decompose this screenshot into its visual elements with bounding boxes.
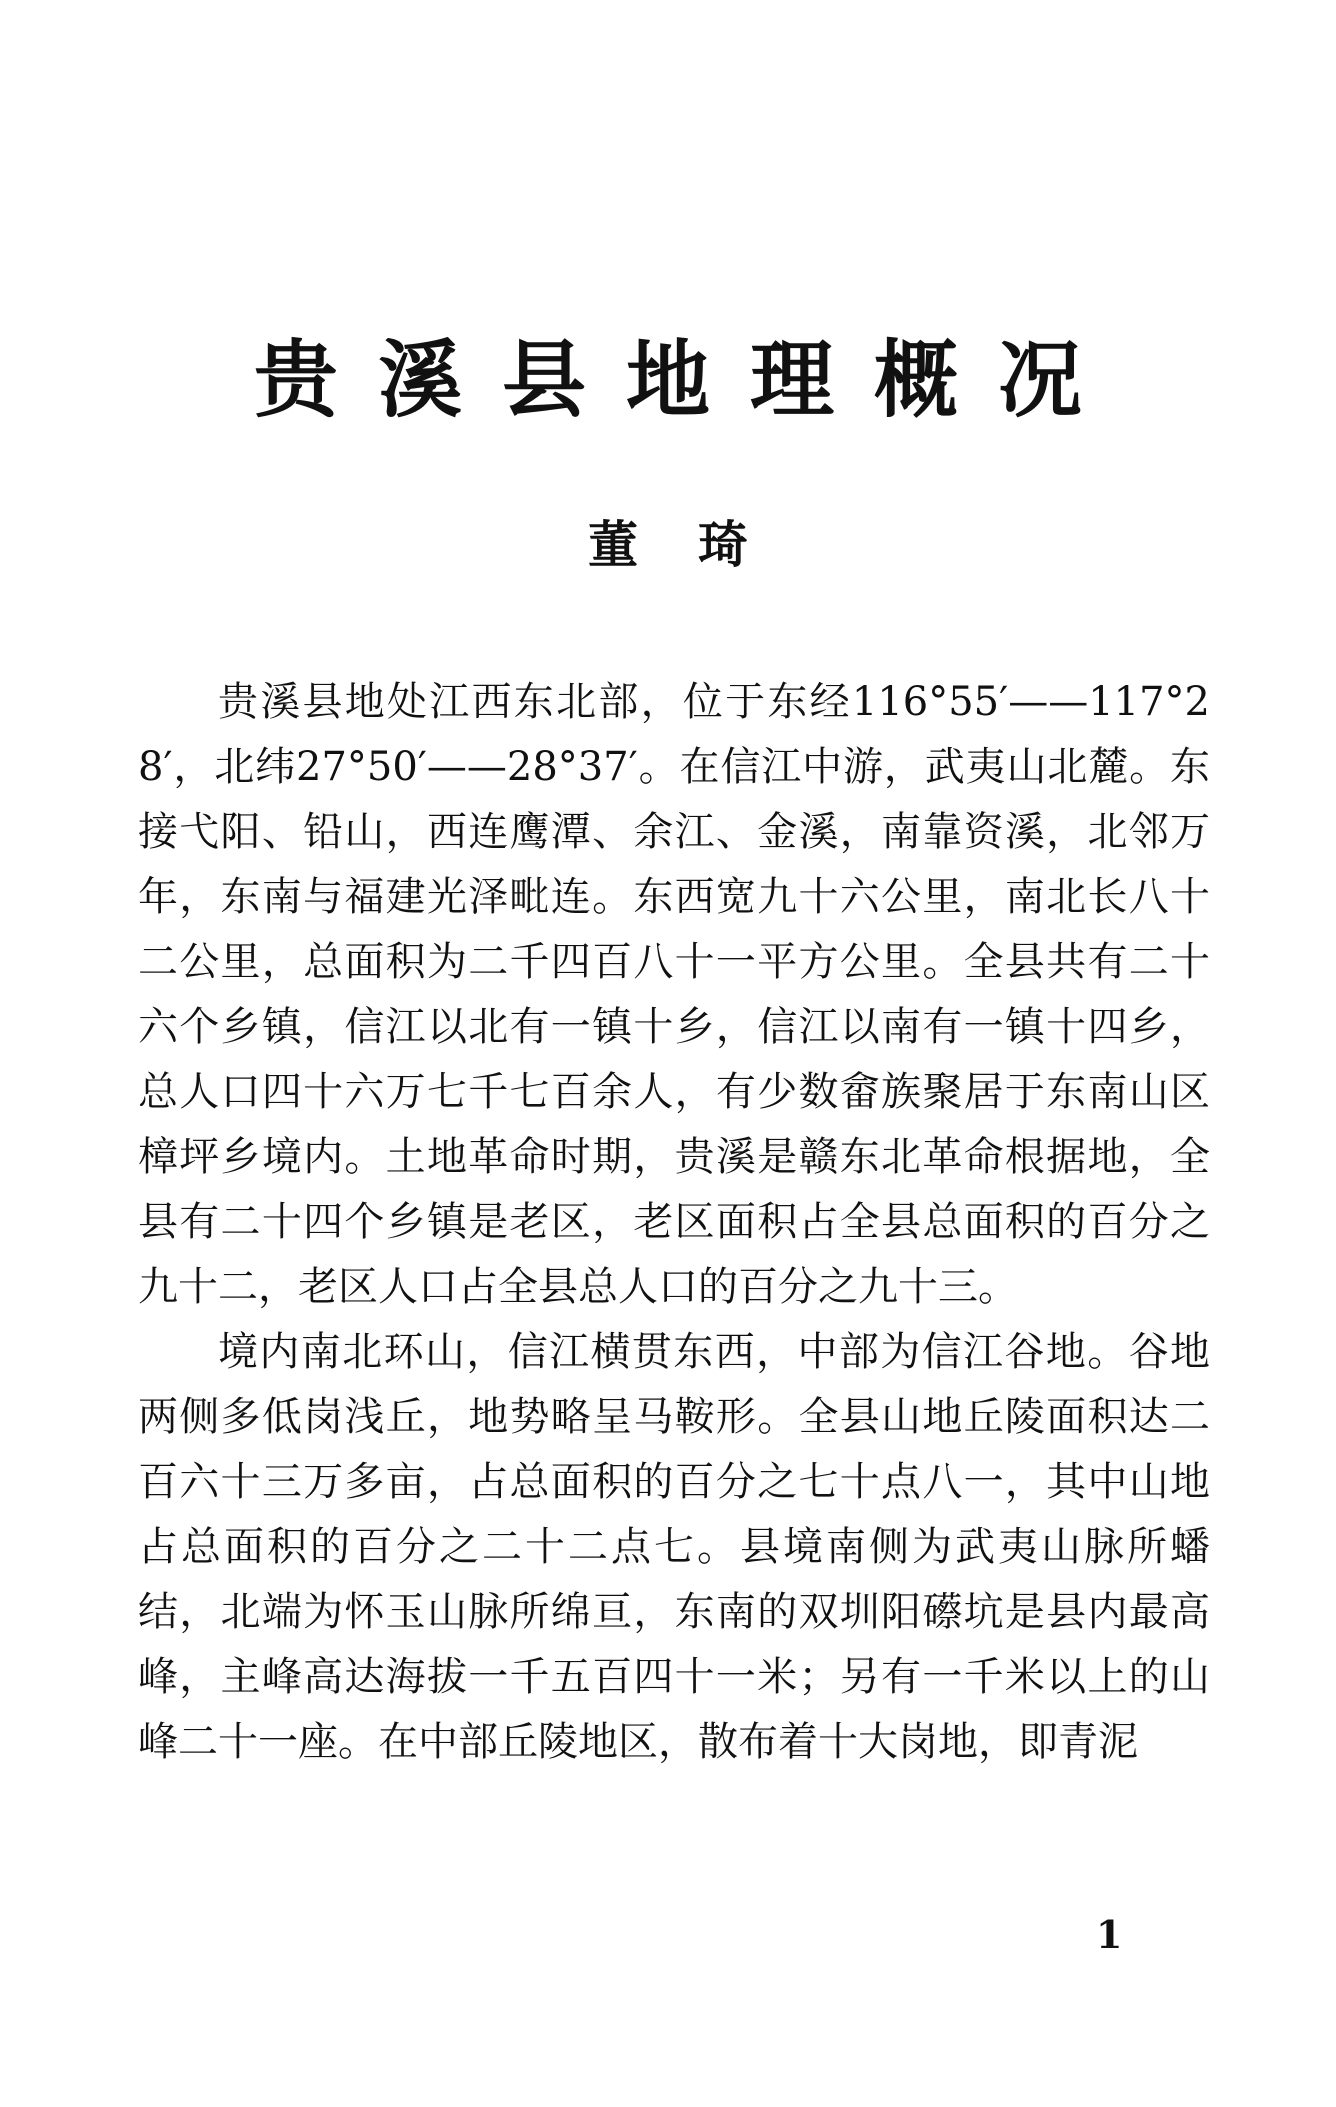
paragraph-1: 贵溪县地处江西东北部，位于东经116°55′——117°28′，北纬27°50′——28°37′。在信江中游，武夷山北麓。东接弋阳、铅山，西连鹰潭、余江、金溪，南靠资溪，北邻万年，东南与福建光泽毗连。东西宽九十六公里，南北长八十二公里，总面积为二千四百八十一平方公里。全县共有二十六个乡镇，信江以北有一镇十乡，信江以南有一镇十四乡，总人口四十六万七千七百余人，有少数畲族聚居于东南山区樟坪乡境内。土地革命时期，贵溪是赣东北革命根据地，全县有二十四个乡镇是老区，老区面积占全县总面积的百分之九十二，老区人口占全县总人口的百分之九十三。 [138, 679, 1210, 1310]
paragraph-2: 境内南北环山，信江横贯东西，中部为信江谷地。谷地两侧多低岗浅丘，地势略呈马鞍形。全县山地丘陵面积达二百六十三万多亩，占总面积的百分之七十点八一，其中山地占总面积的百分之二十二点七。县境南侧为武夷山脉所蟠结，北端为怀玉山脉所绵亘，东南的双圳阳礤坑是县内最高峰，主峰高达海拔一千五百四十一米；另有一千米以上的山峰二十一座。在中部丘陵地区，散布着十大岗地，即青泥 [138, 1329, 1210, 1765]
article-title: 贵溪县地理概况 [253, 330, 1122, 429]
page-number: 1 [1096, 1912, 1123, 1957]
author-name: 董琦 [588, 515, 808, 574]
article-body [138, 670, 1210, 1775]
